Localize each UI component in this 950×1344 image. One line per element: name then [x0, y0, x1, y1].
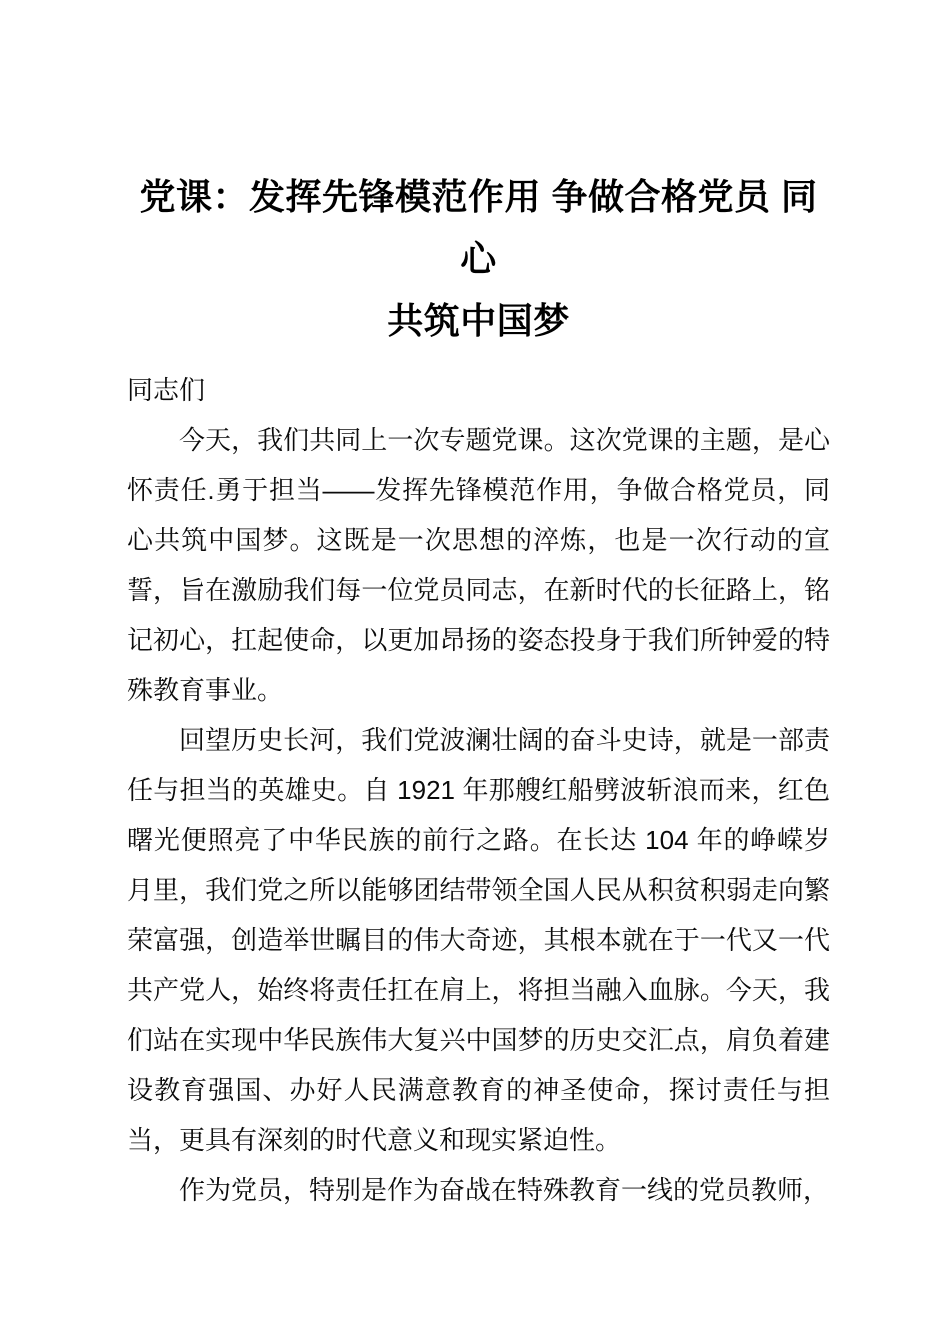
document-body — [127, 365, 830, 1215]
paragraph-history: 回望历史长河，我们党波澜壮阔的奋斗史诗，就是一部责任与担当的英雄史。自 1921 年那艘红船劈波斩浪而来，红色曙光便照亮了中华民族的前行之路。在长达 104 年的峥嵘岁月里，我们党之所以能够团结带领全国人民从积贫积弱走向繁荣富强，创造举世瞩目的伟大奇迹，其根本就在于一代又一代共产党人，始终将责任扛在肩上，将担当融入血脉。今天，我们站在实现中华民族伟大复兴中国梦的历史交汇点，肩负着建设教育强国、办好人民满意教育的神圣使命，探讨责任与担当，更具有深刻的时代意义和现实紧迫性。 — [127, 725, 830, 1155]
document-title-line-1: 党课：发挥先锋模范作用 争做合格党员 同心 — [139, 176, 818, 279]
paragraph-intro: 今天，我们共同上一次专题党课。这次党课的主题，是心怀责任.勇于担当——发挥先锋模范作用，争做合格党员，同心共筑中国梦。这既是一次思想的淬炼，也是一次行动的宣誓，旨在激励我们每一位党员同志，在新时代的长征路上，铭记初心，扛起使命，以更加昂扬的姿态投身于我们所钟爱的特殊教育事业。 — [127, 425, 830, 705]
document-title — [127, 166, 830, 352]
paragraph-closing-partial: 作为党员，特别是作为奋战在特殊教育一线的党员教师， — [179, 1175, 830, 1205]
document-title-line-2: 共筑中国梦 — [387, 300, 570, 341]
paragraph-salutation: 同志们 — [127, 375, 206, 405]
